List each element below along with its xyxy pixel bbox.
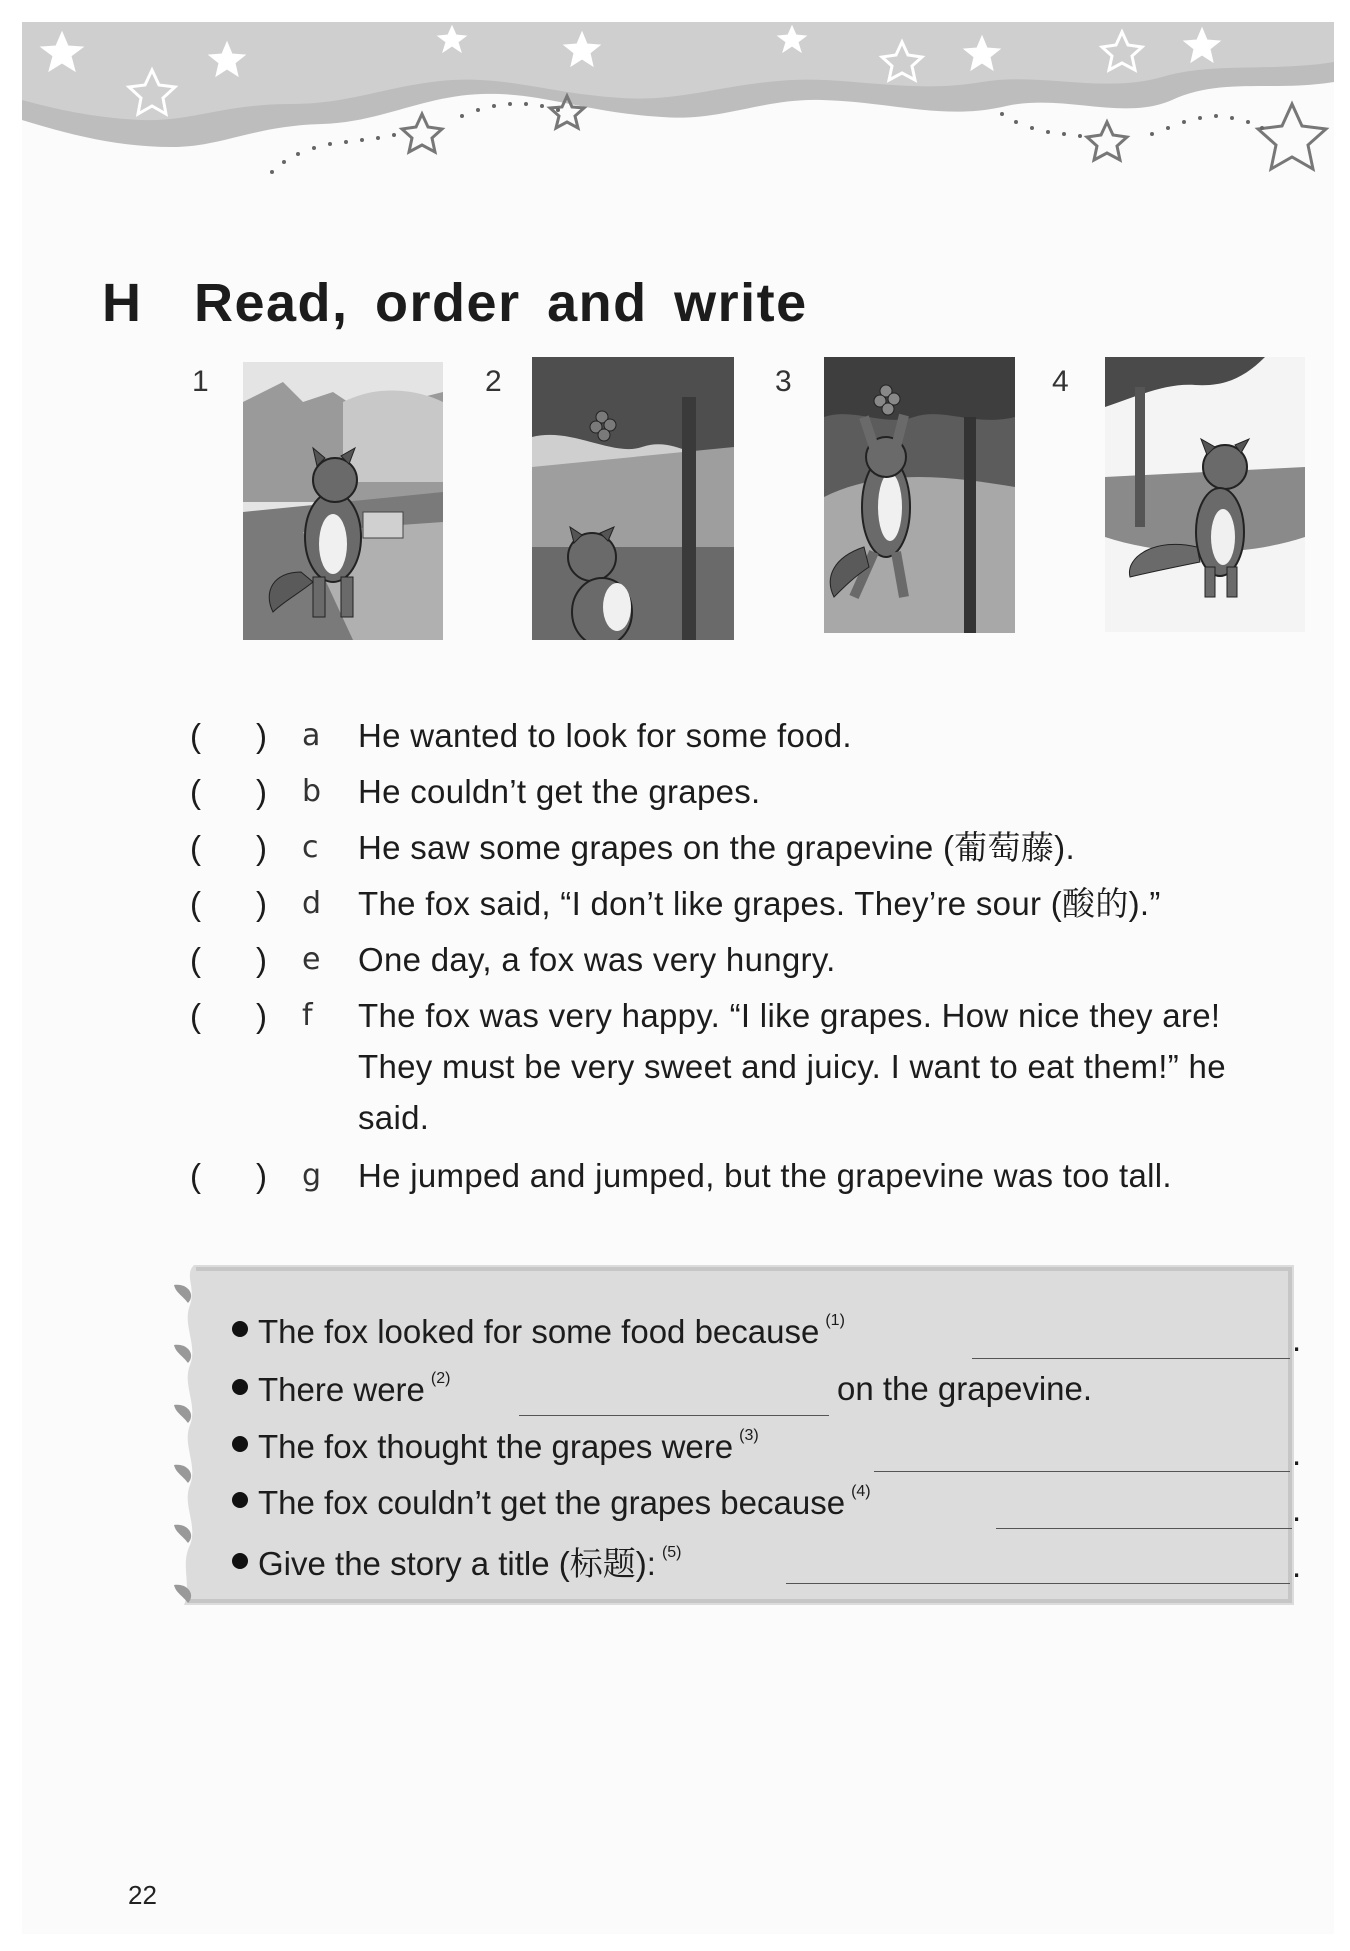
- answer-blank-5[interactable]: [786, 1583, 1290, 1584]
- picture-number-4: 4: [1052, 365, 1069, 398]
- statement-letter: c: [302, 830, 319, 865]
- answer-parentheses[interactable]: ( ): [190, 829, 267, 866]
- answer-blank-1[interactable]: [972, 1358, 1290, 1359]
- statement-text: He wanted to look for some food.: [358, 717, 852, 754]
- sentence-end: .: [1292, 1321, 1302, 1358]
- question-1: [232, 1312, 845, 1356]
- statement-c: [190, 822, 1300, 878]
- star-banner: [22, 22, 1334, 212]
- question-text: The fox looked for some food because: [258, 1313, 820, 1350]
- page-number: 22: [128, 1880, 157, 1910]
- workbook-page: [22, 22, 1334, 1934]
- answer-parentheses[interactable]: ( ): [190, 1157, 267, 1194]
- statement-letter: d: [302, 886, 322, 921]
- bullet-icon: [232, 1321, 248, 1337]
- answer-parentheses[interactable]: ( ): [190, 941, 267, 978]
- section-title: Read, order and write: [194, 273, 808, 333]
- answer-parentheses[interactable]: ( ): [190, 773, 267, 810]
- section-letter: H: [102, 273, 142, 333]
- question-text: The fox couldn’t get the grapes because: [258, 1484, 846, 1521]
- statement-letter: f: [302, 998, 313, 1033]
- statement-e: [190, 934, 1300, 990]
- statement-letter: a: [302, 718, 321, 753]
- statement-g: [190, 1150, 1300, 1206]
- story-picture-2: [532, 357, 734, 640]
- question-number: (4): [851, 1483, 871, 1500]
- answer-parentheses[interactable]: ( ): [190, 717, 267, 754]
- statement-letter: g: [302, 1158, 322, 1193]
- story-picture-1: [243, 362, 443, 640]
- question-text: There were: [258, 1371, 425, 1408]
- question-3: [232, 1427, 759, 1471]
- statement-text: He couldn’t get the grapes.: [358, 773, 761, 810]
- sentence-end: .: [1292, 1547, 1302, 1584]
- answer-blank-3[interactable]: [874, 1471, 1290, 1472]
- question-5: [232, 1538, 682, 1582]
- question-number: (1): [825, 1312, 845, 1329]
- bullet-icon: [232, 1436, 248, 1452]
- picture-number-3: 3: [775, 365, 792, 398]
- question-text: The fox thought the grapes were: [258, 1428, 734, 1465]
- question-2: [232, 1370, 450, 1414]
- statement-letter: e: [302, 942, 321, 977]
- statement-list: [190, 710, 1300, 1206]
- statement-text: The fox said, “I don’t like grapes. They’re sour (酸的).”: [358, 885, 1161, 922]
- statement-letter: b: [302, 774, 322, 809]
- statement-text: He saw some grapes on the grapevine (葡萄藤).: [358, 829, 1075, 866]
- question-after-text: on the grapevine.: [837, 1370, 1093, 1407]
- question-text: Give the story a title (标题):: [258, 1545, 656, 1582]
- question-number: (5): [661, 1544, 682, 1561]
- question-4: [232, 1483, 871, 1527]
- bullet-icon: [232, 1553, 248, 1569]
- statement-b: [190, 766, 1300, 822]
- answer-blank-2[interactable]: [519, 1415, 829, 1416]
- sentence-end: .: [1292, 1491, 1302, 1528]
- statement-f: [190, 990, 1300, 1150]
- question-number: (2): [430, 1370, 451, 1387]
- picture-number-2: 2: [485, 365, 502, 398]
- question-number: (3): [739, 1427, 759, 1444]
- bullet-icon: [232, 1492, 248, 1508]
- answer-parentheses[interactable]: ( ): [190, 997, 267, 1034]
- statement-d: [190, 878, 1300, 934]
- story-picture-3: [824, 357, 1015, 633]
- statement-text: One day, a fox was very hungry.: [358, 941, 836, 978]
- note-card: [174, 1255, 1304, 1619]
- statement-text: The fox was very happy. “I like grapes. How nice they are! They must be very sweet and juicy. I want to eat them!” he said.: [358, 997, 1226, 1136]
- picture-number-1: 1: [192, 365, 209, 398]
- answer-blank-4[interactable]: [996, 1528, 1292, 1529]
- answer-parentheses[interactable]: ( ): [190, 885, 267, 922]
- statement-a: [190, 710, 1300, 766]
- statement-text: He jumped and jumped, but the grapevine was too tall.: [358, 1157, 1172, 1194]
- story-picture-4: [1105, 357, 1305, 632]
- bullet-icon: [232, 1379, 248, 1395]
- sentence-end: .: [1292, 1435, 1302, 1472]
